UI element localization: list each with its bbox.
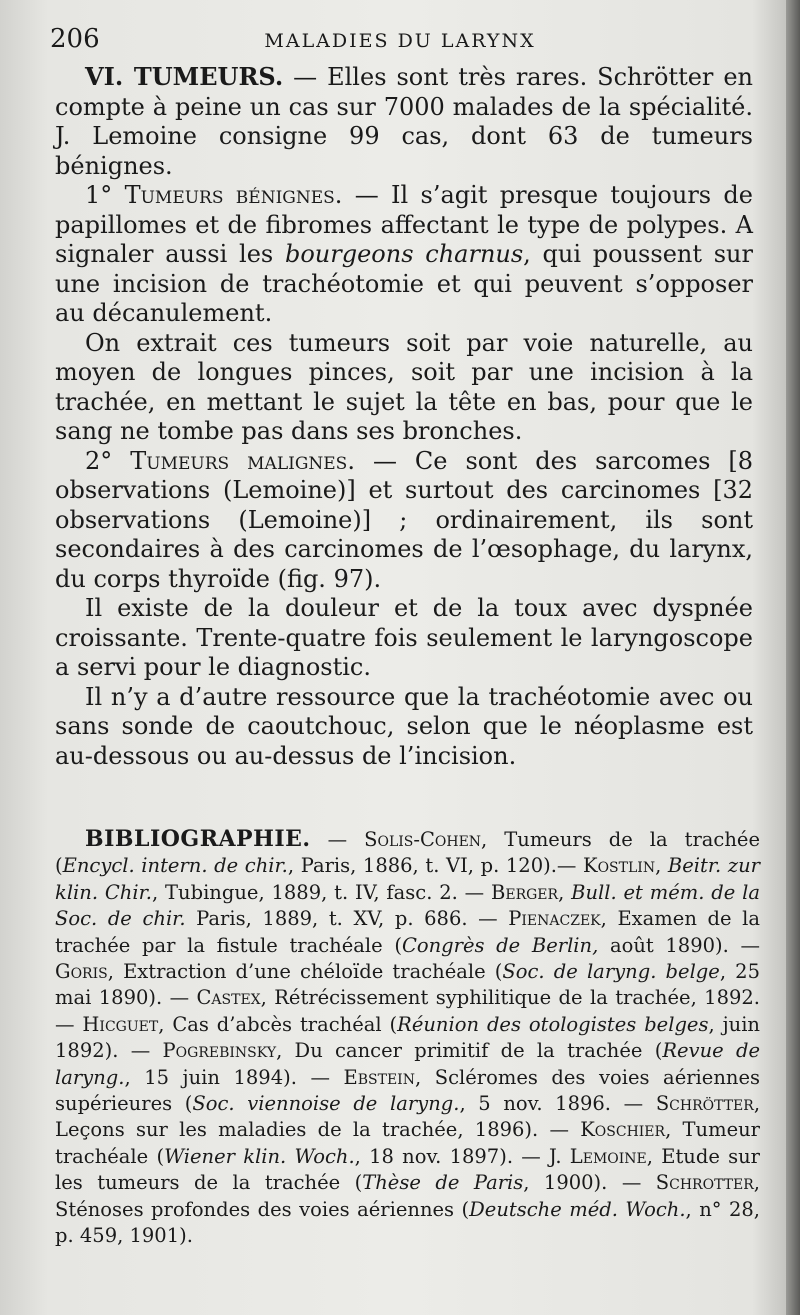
ref-journal: Soc. viennoise de laryng. xyxy=(192,1092,460,1116)
ref-journal: Congrès de Berlin, xyxy=(401,933,599,957)
ref-text: , 5 nov. 1896. — xyxy=(459,1092,656,1116)
ref-text: , juin 1892). — xyxy=(55,1012,760,1063)
ref-author: Schrotter xyxy=(655,1171,754,1195)
ref-author: Pienaczek xyxy=(508,907,601,931)
ref-journal: Thèse de Paris xyxy=(362,1171,524,1195)
running-title: MALADIES DU LARYNX xyxy=(264,30,536,52)
ref-journal: Soc. de laryng. belge xyxy=(502,960,720,984)
ref-text: , n° 28, p. 459, 1901). xyxy=(55,1197,760,1248)
ref-journal: Wiener klin. Woch. xyxy=(164,1144,355,1168)
ref-author: J. Lemoine xyxy=(549,1144,647,1168)
paragraph-text: — Il s’agit presque toujours de papillomes et de fibromes affectant le type de polypes. A signaler aussi les xyxy=(55,181,753,268)
paragraph-benign xyxy=(55,181,753,329)
ref-text: , Tumeurs de la trachée ( xyxy=(55,828,760,878)
ref-journal: Beitr. zur klin. Chir. xyxy=(55,854,760,904)
subsection-heading: 2° Tumeurs malignes. xyxy=(85,446,355,475)
paragraph-text: , qui poussent sur une incision de trachéotomie et qui peuvent s’opposer au décanulement. xyxy=(55,240,753,327)
ref-text: , Etude sur les tumeurs de la trachée ( xyxy=(55,1144,760,1195)
ref-journal: Bull. et mém. de la Soc. de chir. xyxy=(55,880,760,931)
ref-text: Paris, 1889, t. XV, p. 686. — xyxy=(185,907,509,931)
ref-text: , Examen de la trachée par la fistule trachéale ( xyxy=(55,907,760,957)
ref-text: , Tubingue, 1889, t. IV, fasc. 2. — xyxy=(151,880,492,904)
bibliography-paragraph xyxy=(55,826,760,1250)
ref-text: , 15 juin 1894). — xyxy=(124,1065,344,1089)
paragraph-extraction xyxy=(55,329,753,447)
paragraph-text: — Elles sont très rares. Schrötter en compte à peine un cas sur 7000 malades de la spécialité. J. Lemoine consigne 99 cas, dont 63 de tumeurs bénignes. xyxy=(55,63,753,180)
ref-author: Berger xyxy=(491,880,559,904)
paragraph-treatment xyxy=(55,683,753,772)
paragraph-malignant xyxy=(55,447,753,595)
ref-text: , Scléromes des voies aériennes supérieures ( xyxy=(55,1065,760,1116)
ref-text: , Leçons sur les maladies de la trachée, 1896). — xyxy=(55,1092,761,1142)
ref-text: , Rétrécissement syphilitique de la trachée, 1892. — xyxy=(55,986,760,1036)
ref-text: , Sténoses profondes des voies aériennes ( xyxy=(55,1171,760,1221)
ref-author: Hicguet xyxy=(82,1012,159,1036)
page-edge xyxy=(786,0,800,1315)
bibliography-label: BIBLIOGRAPHIE. xyxy=(85,826,311,852)
ref-text: , Paris, 1886, t. VI, p. 120).— xyxy=(287,854,584,878)
ref-author: Solis-Cohen xyxy=(364,828,482,851)
bibliography xyxy=(55,826,760,1250)
subsection-heading: 1° Tumeurs bénignes. xyxy=(85,181,343,209)
ref-author: Ebstein xyxy=(343,1065,415,1089)
ref-text: , xyxy=(558,880,572,904)
paragraph-text: Il n’y a d’autre ressource que la trachéotomie avec ou sans sonde de caoutchouc, selon que le néoplasme est au-dessous ou au-dessus de l’incision. xyxy=(55,682,753,770)
ref-text: , Du cancer primitif de la trachée ( xyxy=(276,1039,663,1063)
ref-author: Pogrebinsky xyxy=(162,1039,277,1063)
main-text xyxy=(55,62,753,771)
ref-text: , xyxy=(655,854,668,878)
ref-journal: Encycl. intern. de chir. xyxy=(62,854,288,878)
paragraph-text: — Ce sont des sarcomes [8 observations (Lemoine)] et surtout des carcinomes [32 observations (Lemoine)] ; ordinairement, ils sont secondaires à des carcinomes de l’œsophage, du larynx, du corps thyroïde (fig. 97). xyxy=(55,446,753,593)
ref-text: , Cas d’abcès trachéal ( xyxy=(158,1012,398,1036)
paragraph-tumeurs xyxy=(55,62,753,181)
ref-journal: Revue de laryng. xyxy=(55,1039,760,1089)
ref-author: Koschier xyxy=(580,1118,666,1142)
ref-text: août 1890). — xyxy=(598,933,760,957)
page-header xyxy=(50,20,750,60)
ref-journal: Deutsche méd. Woch. xyxy=(469,1197,686,1221)
ref-author: Schrötter xyxy=(655,1092,754,1116)
ref-text: , Tumeur trachéale ( xyxy=(55,1118,760,1168)
section-heading: VI. TUMEURS. xyxy=(85,62,284,91)
ref-text: , 18 nov. 1897). — xyxy=(354,1144,550,1168)
ref-journal: Réunion des otologistes belges xyxy=(397,1012,709,1036)
paragraph-text: On extrait ces tumeurs soit par voie naturelle, au moyen de longues pinces, soit par une incision à la trachée, en mettant le sujet la tête en bas, pour que le sang ne tombe pas dans ses bronches. xyxy=(55,328,753,445)
page-number: 206 xyxy=(50,24,100,54)
ref-text: , 25 mai 1890). — xyxy=(55,960,760,1010)
ref-author: Goris xyxy=(55,960,108,984)
ref-author: Castex xyxy=(196,986,261,1010)
italic-term: bourgeons charnus xyxy=(284,240,524,268)
ref-text: , 1900). — xyxy=(523,1171,656,1195)
paragraph-symptoms xyxy=(55,594,753,683)
paragraph-text: Il existe de la douleur et de la toux avec dyspnée croissante. Trente-quatre fois seulement le laryngoscope a servi pour le diagnostic. xyxy=(55,594,753,681)
ref-text: , Extraction d’une chéloïde trachéale ( xyxy=(107,960,503,984)
ref-author: Kostlin xyxy=(583,854,656,878)
separator: — xyxy=(310,828,365,851)
